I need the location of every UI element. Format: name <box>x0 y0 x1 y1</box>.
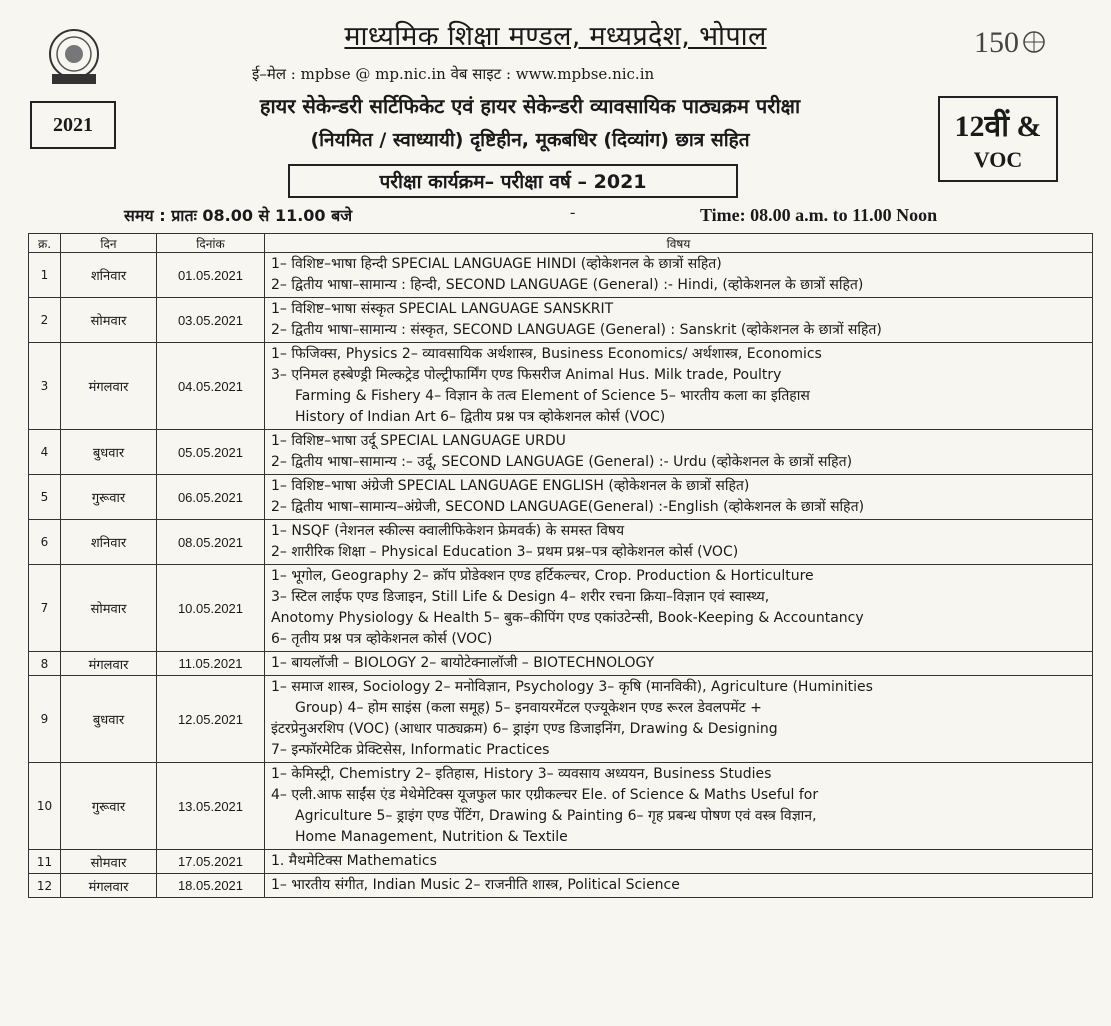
subject-line: 2– द्वितीय भाषा–सामान्य–अंग्रेजी, SECOND LANGUAGE(General) :-English (व्होकेशनल के छात्रों सहित) <box>271 499 865 515</box>
row-date: 17.05.2021 <box>157 850 265 874</box>
subject-line: 1– भारतीय संगीत, Indian Music 2– राजनीति शास्त्र, Political Science <box>271 877 680 893</box>
schedule-title: परीक्षा कार्यक्रम– परीक्षा वर्ष – 2021 <box>288 164 738 198</box>
col-header-subject: विषय <box>265 234 1093 253</box>
row-date: 13.05.2021 <box>157 763 265 850</box>
row-day: बुधवार <box>61 676 157 763</box>
subject-line: 7– इन्फॉरमेटिक प्रेक्टिसेस, Informatic Practices <box>271 742 550 758</box>
table-row <box>29 343 1093 430</box>
table-header-row <box>29 234 1093 253</box>
subject-line: इंटरप्रेनुअरशिप (VOC) (आधार पाठ्यक्रम) 6– ड्राइंग एण्ड डिजाइनिंग, Drawing & Designing <box>271 721 778 737</box>
row-date: 08.05.2021 <box>157 520 265 565</box>
row-subjects <box>265 874 1093 898</box>
row-number: 10 <box>29 763 61 850</box>
row-subjects <box>265 430 1093 475</box>
subject-line: Agriculture 5– ड्राइंग एण्ड पेंटिंग, Drawing & Painting 6– गृह प्रबन्ध पोषण एवं वस्त्र विज्ञान, <box>295 808 817 824</box>
row-number: 5 <box>29 475 61 520</box>
row-day: शनिवार <box>61 253 157 298</box>
row-number: 1 <box>29 253 61 298</box>
row-day: सोमवार <box>61 298 157 343</box>
subject-line: History of Indian Art 6– द्वितीय प्रश्न पत्र व्होकेशनल कोर्स (VOC) <box>295 409 666 425</box>
table-row <box>29 850 1093 874</box>
exam-title: हायर सेकेन्डरी सर्टिफिकेट एवं हायर सेकेन्डरी व्यावसायिक पाठ्यक्रम परीक्षा <box>259 94 801 118</box>
subject-line: 1– NSQF (नेशनल स्कील्स क्वालीफिकेशन फ्रेमवर्क) के समस्त विषय <box>271 523 625 539</box>
table-row <box>29 652 1093 676</box>
subject-line: Home Management, Nutrition & Textile <box>295 829 568 845</box>
row-subjects <box>265 850 1093 874</box>
row-day: शनिवार <box>61 520 157 565</box>
row-subjects <box>265 763 1093 850</box>
row-date: 04.05.2021 <box>157 343 265 430</box>
subject-line: 2– द्वितीय भाषा–सामान्य : हिन्दी, SECOND LANGUAGE (General) :- Hindi, (व्होकेशनल के छात्रों सहित) <box>271 277 864 293</box>
table-row <box>29 520 1093 565</box>
class-line2: VOC <box>973 147 1023 172</box>
year-box <box>30 101 116 149</box>
row-date: 18.05.2021 <box>157 874 265 898</box>
row-day: मंगलवार <box>61 343 157 430</box>
row-date: 11.05.2021 <box>157 652 265 676</box>
anniversary-badge <box>972 22 1052 72</box>
subject-line: 1– विशिष्ट–भाषा हिन्दी SPECIAL LANGUAGE HINDI (व्होकेशनल के छात्रों सहित) <box>271 256 722 272</box>
col-header-date: दिनांक <box>157 234 265 253</box>
time-english: Time: 08.00 a.m. to 11.00 Noon <box>700 205 938 225</box>
board-name: माध्यमिक शिक्षा मण्डल, मध्यप्रदेश, भोपाल <box>344 21 767 52</box>
class-box <box>938 96 1058 182</box>
row-date: 05.05.2021 <box>157 430 265 475</box>
table-row <box>29 430 1093 475</box>
subject-line: 2– द्वितीय भाषा–सामान्य :– उर्दू, SECOND LANGUAGE (General) :- Urdu (व्होकेशनल के छात्रों सहित) <box>271 454 853 470</box>
subject-line: Group) 4– होम साइंस (कला समूह) 5– इनवायरमेंटल एज्यूकेशन एण्ड रूरल डेवलपमेंट + <box>295 700 762 716</box>
row-day: गुरूवार <box>61 475 157 520</box>
subject-line: 6– तृतीय प्रश्न पत्र व्होकेशनल कोर्स (VOC) <box>271 631 493 647</box>
table-row <box>29 874 1093 898</box>
table-row <box>29 565 1093 652</box>
row-date: 12.05.2021 <box>157 676 265 763</box>
row-number: 11 <box>29 850 61 874</box>
subject-line: 1– बायलॉजी – BIOLOGY 2– बायोटेक्नालॉजी – BIOTECHNOLOGY <box>271 655 655 671</box>
contact-info: ई–मेल : mpbse @ mp.nic.in वेब साइट : www.mpbse.nic.in <box>252 65 655 83</box>
subject-line: 1– विशिष्ट–भाषा अंग्रेजी SPECIAL LANGUAGE ENGLISH (व्होकेशनल के छात्रों सहित) <box>271 478 750 494</box>
table-body <box>29 253 1093 898</box>
row-date: 06.05.2021 <box>157 475 265 520</box>
row-day: मंगलवार <box>61 874 157 898</box>
row-subjects <box>265 652 1093 676</box>
table-row <box>29 253 1093 298</box>
row-subjects <box>265 298 1093 343</box>
year-label: 2021 <box>53 113 93 136</box>
subject-line: 4– एली.आफ साईंस एंड मेथेमेटिक्स यूजफुल फार एग्रीकल्चर Ele. of Science & Maths Useful for <box>271 787 819 803</box>
exam-schedule-table <box>28 233 1093 898</box>
subject-line: 1– फिजिक्स, Physics 2– व्यावसायिक अर्थशास्त्र, Business Economics/ अर्थशास्त्र, Economics <box>271 346 822 362</box>
subject-line: 1– विशिष्ट–भाषा संस्कृत SPECIAL LANGUAGE SANSKRIT <box>271 301 614 317</box>
table-row <box>29 475 1093 520</box>
row-day: बुधवार <box>61 430 157 475</box>
subject-line: 1– विशिष्ट–भाषा उर्दू SPECIAL LANGUAGE URDU <box>271 433 566 449</box>
row-number: 2 <box>29 298 61 343</box>
row-number: 12 <box>29 874 61 898</box>
row-subjects <box>265 520 1093 565</box>
subject-line: 1– समाज शास्त्र, Sociology 2– मनोविज्ञान, Psychology 3– कृषि (मानविकी), Agriculture (Huminities <box>271 679 873 695</box>
row-number: 8 <box>29 652 61 676</box>
subject-line: Farming & Fishery 4– विज्ञान के तत्व Element of Science 5– भारतीय कला का इतिहास <box>295 388 810 404</box>
row-subjects <box>265 565 1093 652</box>
time-separator: - <box>570 204 576 221</box>
row-number: 3 <box>29 343 61 430</box>
table-row <box>29 763 1093 850</box>
subject-line: 1. मैथमेटिक्स Mathematics <box>271 853 437 869</box>
row-date: 03.05.2021 <box>157 298 265 343</box>
subject-line: Anotomy Physiology & Health 5– बुक–कीपिंग एण्ड एकांउटेन्सी, Book-Keeping & Accountancy <box>271 610 864 626</box>
subject-line: 3– एनिमल हस्बेण्ड्री मिल्कट्रेड पोल्ट्रीफार्मिंग एण्ड फिसरीज Animal Hus. Milk trade, Poultry <box>271 367 782 383</box>
exam-subtitle: (नियमित / स्वाध्यायी) दृष्टिहीन, मूकबधिर (दिव्यांग) छात्र सहित <box>310 129 750 151</box>
row-subjects <box>265 253 1093 298</box>
row-date: 01.05.2021 <box>157 253 265 298</box>
col-header-no: क्र. <box>29 234 61 253</box>
subject-line: 1– केमिस्ट्री, Chemistry 2– इतिहास, History 3– व्यवसाय अध्ययन, Business Studies <box>271 766 772 782</box>
row-date: 10.05.2021 <box>157 565 265 652</box>
class-line1: 12वीं & <box>954 110 1042 143</box>
row-number: 7 <box>29 565 61 652</box>
row-day: सोमवार <box>61 565 157 652</box>
subject-line: 2– द्वितीय भाषा–सामान्य : संस्कृत, SECOND LANGUAGE (General) : Sanskrit (व्होकेशनल के छात्रों सहित) <box>271 322 882 338</box>
subject-line: 3– स्टिल लाईफ एण्ड डिजाइन, Still Life & Design 4– शरीर रचना क्रिया–विज्ञान एवं स्वास्थ्य, <box>271 589 770 605</box>
row-subjects <box>265 676 1093 763</box>
row-day: मंगलवार <box>61 652 157 676</box>
row-number: 9 <box>29 676 61 763</box>
row-subjects <box>265 475 1093 520</box>
subject-line: 1– भूगोल, Geography 2– क्रॉप प्रोडेक्शन एण्ड हर्टिकल्चर, Crop. Production & Horticulture <box>271 568 814 584</box>
badge-text: 150 <box>974 26 1019 59</box>
table-row <box>29 676 1093 763</box>
row-day: सोमवार <box>61 850 157 874</box>
subject-line: 2– शारीरिक शिक्षा – Physical Education 3– प्रथम प्रश्न–पत्र व्होकेशनल कोर्स (VOC) <box>271 544 739 560</box>
row-day: गुरूवार <box>61 763 157 850</box>
row-subjects <box>265 343 1093 430</box>
row-number: 4 <box>29 430 61 475</box>
table-row <box>29 298 1093 343</box>
time-hindi: समय : प्रातः 08.00 से 11.00 बजे <box>124 206 353 225</box>
row-number: 6 <box>29 520 61 565</box>
col-header-day: दिन <box>61 234 157 253</box>
